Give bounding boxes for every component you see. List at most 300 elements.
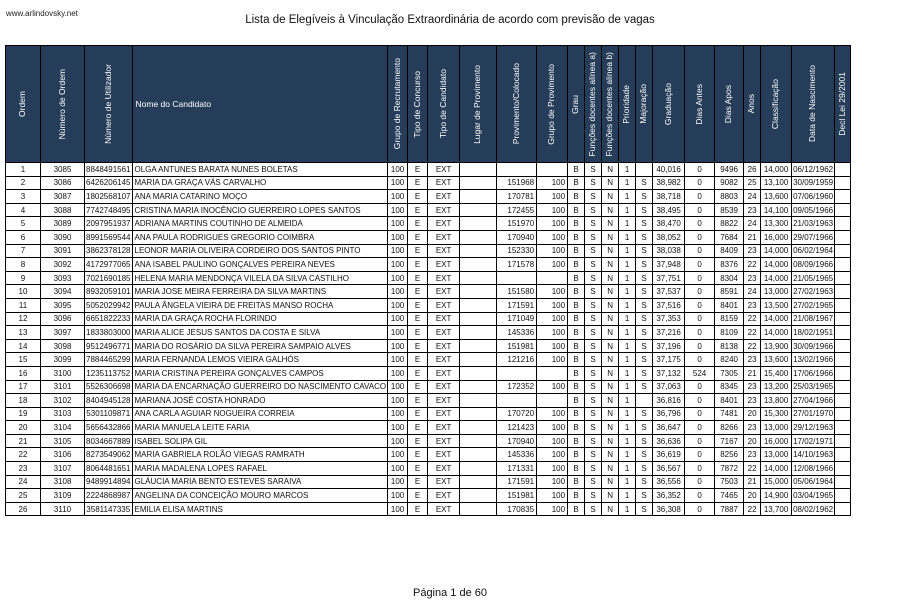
cell-classificacao: 13,500 [761, 298, 792, 312]
cell-prioridade: 1 [619, 434, 636, 448]
cell-classificacao: 14,000 [761, 312, 792, 326]
cell-grau: B [568, 163, 585, 177]
cell-funcoes-b: N [602, 217, 619, 231]
table-row [6, 230, 851, 244]
cell-dias-antes: 0 [685, 230, 715, 244]
cell-funcoes-a: S [585, 489, 602, 503]
cell-dias-antes: 0 [685, 176, 715, 190]
cell-majoracao: S [636, 407, 653, 421]
cell-dias-apos: 8803 [715, 190, 744, 204]
cell-classificacao: 14,000 [761, 244, 792, 258]
table-row [6, 326, 851, 340]
cell-grau: B [568, 421, 585, 435]
cell-nome: ANA ISABEL PAULINO GONÇALVES PEREIRA NEVES [132, 258, 388, 272]
cell-lugar [460, 244, 497, 258]
cell-dias-apos: 8266 [715, 421, 744, 435]
cell-funcoes-b: N [602, 421, 619, 435]
cell-data-nascimento: 27/02/1963 [792, 285, 835, 299]
cell-prioridade: 1 [619, 271, 636, 285]
cell-dias-antes: 0 [685, 489, 715, 503]
table-row [6, 489, 851, 503]
cell-graduacao: 37,537 [653, 285, 685, 299]
cell-numero-utilizador: 9489914894 [85, 475, 133, 489]
cell-anos: 22 [744, 339, 761, 353]
cell-numero-utilizador: 2224868987 [85, 489, 133, 503]
cell-data-nascimento: 07/06/1960 [792, 190, 835, 204]
cell-lugar [460, 380, 497, 394]
cell-nome: MARIANA JOSÉ COSTA HONRADO [132, 394, 388, 408]
cell-funcoes-a: S [585, 258, 602, 272]
cell-grau: B [568, 298, 585, 312]
table-row [6, 462, 851, 476]
table-row [6, 271, 851, 285]
cell-data-nascimento: 03/04/1965 [792, 489, 835, 503]
cell-grupo: 100 [388, 176, 408, 190]
cell-anos: 24 [744, 190, 761, 204]
cell-tipo-candidato: EXT [428, 434, 460, 448]
cell-majoracao: S [636, 326, 653, 340]
cell-majoracao: S [636, 285, 653, 299]
cell-funcoes-a: S [585, 407, 602, 421]
cell-grupo: 100 [388, 462, 408, 476]
table-row [6, 258, 851, 272]
cell-decl-lei [835, 244, 851, 258]
cell-funcoes-b: N [602, 380, 619, 394]
cell-tipo-candidato: EXT [428, 380, 460, 394]
cell-tipo-concurso: E [408, 339, 428, 353]
cell-numero-utilizador: 7884465299 [85, 353, 133, 367]
cell-dias-antes: 0 [685, 298, 715, 312]
cell-majoracao: S [636, 475, 653, 489]
cell-funcoes-b: N [602, 394, 619, 408]
cell-tipo-candidato: EXT [428, 176, 460, 190]
cell-tipo-candidato: EXT [428, 489, 460, 503]
cell-provimento: 170835 [497, 502, 537, 516]
cell-classificacao: 14,100 [761, 203, 792, 217]
cell-grupo-provimento: 100 [537, 217, 568, 231]
cell-funcoes-b: N [602, 163, 619, 177]
cell-numero-ordem: 3099 [41, 353, 85, 367]
cell-data-nascimento: 21/03/1963 [792, 217, 835, 231]
cell-funcoes-b: N [602, 244, 619, 258]
cell-graduacao: 36,619 [653, 448, 685, 462]
cell-grupo-provimento: 100 [537, 353, 568, 367]
cell-classificacao: 13,600 [761, 190, 792, 204]
cell-tipo-candidato: EXT [428, 502, 460, 516]
header-dias-apos: Dias Apos [715, 46, 744, 163]
cell-graduacao: 38,052 [653, 230, 685, 244]
cell-classificacao: 14,900 [761, 489, 792, 503]
cell-dias-apos: 8376 [715, 258, 744, 272]
cell-tipo-candidato: EXT [428, 203, 460, 217]
cell-grupo-provimento: 100 [537, 489, 568, 503]
cell-provimento [497, 163, 537, 177]
cell-tipo-concurso: E [408, 475, 428, 489]
cell-funcoes-b: N [602, 366, 619, 380]
cell-data-nascimento: 29/07/1966 [792, 230, 835, 244]
cell-funcoes-a: S [585, 203, 602, 217]
cell-grupo: 100 [388, 475, 408, 489]
cell-data-nascimento: 17/02/1971 [792, 434, 835, 448]
cell-funcoes-a: S [585, 502, 602, 516]
cell-data-nascimento: 21/05/1965 [792, 271, 835, 285]
cell-data-nascimento: 27/04/1966 [792, 394, 835, 408]
cell-data-nascimento: 08/09/1966 [792, 258, 835, 272]
cell-funcoes-a: S [585, 326, 602, 340]
cell-majoracao: S [636, 502, 653, 516]
cell-numero-ordem: 3100 [41, 366, 85, 380]
cell-nome: ADRIANA MARTINS COUTINHO DE ALMEIDA [132, 217, 388, 231]
table-row [6, 244, 851, 258]
cell-dias-apos: 8304 [715, 271, 744, 285]
cell-classificacao: 13,300 [761, 217, 792, 231]
cell-ordem: 13 [6, 326, 41, 340]
cell-graduacao: 37,216 [653, 326, 685, 340]
cell-numero-ordem: 3094 [41, 285, 85, 299]
table-row [6, 475, 851, 489]
header-funcoes-a: Funções docentes alinea a) [585, 46, 602, 163]
header-numero-ordem: Número de Ordem [41, 46, 85, 163]
cell-majoracao: S [636, 489, 653, 503]
cell-grau: B [568, 285, 585, 299]
cell-numero-utilizador: 8034667889 [85, 434, 133, 448]
cell-decl-lei [835, 285, 851, 299]
cell-data-nascimento: 30/09/1959 [792, 176, 835, 190]
cell-graduacao: 38,718 [653, 190, 685, 204]
cell-grau: B [568, 244, 585, 258]
cell-grupo: 100 [388, 298, 408, 312]
cell-tipo-concurso: E [408, 502, 428, 516]
cell-tipo-candidato: EXT [428, 353, 460, 367]
cell-prioridade: 1 [619, 176, 636, 190]
cell-tipo-candidato: EXT [428, 190, 460, 204]
cell-anos: 20 [744, 434, 761, 448]
cell-numero-ordem: 3090 [41, 230, 85, 244]
cell-graduacao: 38,470 [653, 217, 685, 231]
cell-numero-utilizador: 4172977065 [85, 258, 133, 272]
cell-tipo-candidato: EXT [428, 421, 460, 435]
table-row [6, 448, 851, 462]
cell-grupo-provimento: 100 [537, 407, 568, 421]
cell-prioridade: 1 [619, 163, 636, 177]
table-body [6, 163, 851, 516]
cell-majoracao [636, 394, 653, 408]
cell-funcoes-b: N [602, 258, 619, 272]
table-row [6, 312, 851, 326]
cell-graduacao: 36,816 [653, 394, 685, 408]
cell-dias-antes: 0 [685, 339, 715, 353]
cell-grau: B [568, 176, 585, 190]
cell-data-nascimento: 21/08/1967 [792, 312, 835, 326]
cell-prioridade: 1 [619, 230, 636, 244]
cell-data-nascimento: 05/06/1964 [792, 475, 835, 489]
cell-nome: MARIA CRISTINA PEREIRA GONÇALVES CAMPOS [132, 366, 388, 380]
cell-provimento: 171331 [497, 462, 537, 476]
cell-decl-lei [835, 190, 851, 204]
cell-dias-antes: 524 [685, 366, 715, 380]
cell-decl-lei [835, 203, 851, 217]
candidates-table [5, 45, 851, 516]
cell-grupo: 100 [388, 434, 408, 448]
cell-grupo: 100 [388, 407, 408, 421]
cell-graduacao: 36,647 [653, 421, 685, 435]
cell-graduacao: 36,556 [653, 475, 685, 489]
cell-numero-ordem: 3085 [41, 163, 85, 177]
table-row [6, 421, 851, 435]
cell-tipo-concurso: E [408, 489, 428, 503]
cell-anos: 23 [744, 353, 761, 367]
cell-ordem: 22 [6, 448, 41, 462]
cell-funcoes-b: N [602, 190, 619, 204]
cell-ordem: 3 [6, 190, 41, 204]
cell-ordem: 23 [6, 462, 41, 476]
cell-dias-apos: 8401 [715, 394, 744, 408]
cell-tipo-concurso: E [408, 217, 428, 231]
cell-numero-ordem: 3103 [41, 407, 85, 421]
cell-dias-apos: 8345 [715, 380, 744, 394]
cell-decl-lei [835, 366, 851, 380]
cell-grupo-provimento: 100 [537, 462, 568, 476]
cell-numero-ordem: 3088 [41, 203, 85, 217]
cell-graduacao: 36,308 [653, 502, 685, 516]
table-row [6, 203, 851, 217]
cell-funcoes-a: S [585, 176, 602, 190]
cell-tipo-candidato: EXT [428, 339, 460, 353]
table-row [6, 353, 851, 367]
cell-grau: B [568, 258, 585, 272]
cell-funcoes-b: N [602, 434, 619, 448]
cell-classificacao: 13,600 [761, 353, 792, 367]
cell-funcoes-a: S [585, 285, 602, 299]
cell-dias-antes: 0 [685, 448, 715, 462]
cell-anos: 23 [744, 380, 761, 394]
cell-tipo-candidato: EXT [428, 244, 460, 258]
cell-anos: 23 [744, 203, 761, 217]
cell-grau: B [568, 407, 585, 421]
table-row [6, 190, 851, 204]
cell-data-nascimento: 13/02/1966 [792, 353, 835, 367]
cell-dias-antes: 0 [685, 353, 715, 367]
cell-numero-utilizador: 5301109871 [85, 407, 133, 421]
cell-funcoes-a: S [585, 298, 602, 312]
cell-provimento: 152330 [497, 244, 537, 258]
cell-numero-ordem: 3105 [41, 434, 85, 448]
cell-classificacao: 13,000 [761, 285, 792, 299]
table-row [6, 366, 851, 380]
cell-data-nascimento: 08/02/1962 [792, 502, 835, 516]
cell-decl-lei [835, 421, 851, 435]
cell-grau: B [568, 203, 585, 217]
cell-tipo-concurso: E [408, 190, 428, 204]
cell-dias-antes: 0 [685, 394, 715, 408]
cell-grupo: 100 [388, 163, 408, 177]
cell-numero-ordem: 3104 [41, 421, 85, 435]
cell-nome: EMILIA ELISA MARTINS [132, 502, 388, 516]
header-anos: Anos [744, 46, 761, 163]
cell-grupo-provimento [537, 163, 568, 177]
cell-anos: 23 [744, 244, 761, 258]
header-decl-lei: Decl Lei 29/2001 [835, 46, 851, 163]
cell-numero-utilizador: 8404945128 [85, 394, 133, 408]
cell-provimento: 121216 [497, 353, 537, 367]
cell-tipo-candidato: EXT [428, 285, 460, 299]
cell-decl-lei [835, 298, 851, 312]
cell-numero-utilizador: 8848491561 [85, 163, 133, 177]
cell-dias-apos: 7305 [715, 366, 744, 380]
cell-prioridade: 1 [619, 462, 636, 476]
cell-provimento: 172455 [497, 203, 537, 217]
cell-graduacao: 36,636 [653, 434, 685, 448]
cell-funcoes-a: S [585, 394, 602, 408]
cell-nome: HELENA MARIA MENDONÇA VILELA DA SILVA CASTILHO [132, 271, 388, 285]
cell-lugar [460, 475, 497, 489]
header-numero-utilizador: Número de Utilizador [85, 46, 133, 163]
cell-funcoes-b: N [602, 298, 619, 312]
cell-decl-lei [835, 448, 851, 462]
cell-classificacao: 16,000 [761, 434, 792, 448]
cell-decl-lei [835, 394, 851, 408]
cell-prioridade: 1 [619, 366, 636, 380]
cell-tipo-candidato: EXT [428, 394, 460, 408]
cell-funcoes-a: S [585, 163, 602, 177]
cell-numero-utilizador: 8064481651 [85, 462, 133, 476]
cell-numero-utilizador: 3581147335 [85, 502, 133, 516]
cell-tipo-concurso: E [408, 448, 428, 462]
cell-funcoes-a: S [585, 190, 602, 204]
cell-provimento: 145336 [497, 448, 537, 462]
cell-tipo-candidato: EXT [428, 271, 460, 285]
cell-nome: MARIA FERNANDA LEMOS VIEIRA GALHÓS [132, 353, 388, 367]
cell-grupo-provimento: 100 [537, 244, 568, 258]
cell-classificacao: 13,800 [761, 394, 792, 408]
cell-tipo-concurso: E [408, 326, 428, 340]
cell-graduacao: 40,016 [653, 163, 685, 177]
cell-grau: B [568, 271, 585, 285]
cell-decl-lei [835, 258, 851, 272]
cell-nome: MARIA MANUELA LEITE FARIA [132, 421, 388, 435]
cell-numero-ordem: 3109 [41, 489, 85, 503]
cell-lugar [460, 203, 497, 217]
cell-grau: B [568, 489, 585, 503]
cell-funcoes-a: S [585, 217, 602, 231]
cell-ordem: 16 [6, 366, 41, 380]
cell-numero-utilizador: 2097951937 [85, 217, 133, 231]
cell-grau: B [568, 502, 585, 516]
cell-anos: 20 [744, 489, 761, 503]
cell-anos: 20 [744, 407, 761, 421]
cell-anos: 24 [744, 217, 761, 231]
cell-grau: B [568, 326, 585, 340]
cell-provimento [497, 394, 537, 408]
cell-classificacao: 13,000 [761, 448, 792, 462]
cell-ordem: 12 [6, 312, 41, 326]
cell-tipo-concurso: E [408, 366, 428, 380]
cell-grupo-provimento: 100 [537, 434, 568, 448]
cell-data-nascimento: 17/06/1966 [792, 366, 835, 380]
cell-numero-utilizador: 5526306698 [85, 380, 133, 394]
cell-grupo-provimento: 100 [537, 339, 568, 353]
cell-majoracao: S [636, 462, 653, 476]
cell-tipo-concurso: E [408, 380, 428, 394]
cell-numero-utilizador: 1235113752 [85, 366, 133, 380]
cell-grupo-provimento [537, 271, 568, 285]
cell-tipo-concurso: E [408, 176, 428, 190]
cell-grupo: 100 [388, 203, 408, 217]
cell-numero-ordem: 3095 [41, 298, 85, 312]
cell-grupo-provimento: 100 [537, 285, 568, 299]
cell-nome: MARIA JOSE MEIRA FERREIRA DA SILVA MARTINS [132, 285, 388, 299]
cell-nome: MARIA DO ROSÁRIO DA SILVA PEREIRA SAMPAIO ALVES [132, 339, 388, 353]
cell-tipo-concurso: E [408, 258, 428, 272]
cell-grupo: 100 [388, 394, 408, 408]
cell-numero-ordem: 3110 [41, 502, 85, 516]
cell-numero-utilizador: 5052029942 [85, 298, 133, 312]
cell-lugar [460, 489, 497, 503]
table-row [6, 176, 851, 190]
cell-tipo-candidato: EXT [428, 366, 460, 380]
cell-nome: ISABEL SOLIPA GIL [132, 434, 388, 448]
cell-grupo-provimento: 100 [537, 380, 568, 394]
cell-funcoes-b: N [602, 407, 619, 421]
cell-ordem: 4 [6, 203, 41, 217]
cell-classificacao: 13,900 [761, 339, 792, 353]
cell-majoracao: S [636, 217, 653, 231]
cell-grupo: 100 [388, 353, 408, 367]
cell-majoracao: S [636, 176, 653, 190]
cell-provimento: 171578 [497, 258, 537, 272]
cell-numero-ordem: 3093 [41, 271, 85, 285]
cell-dias-antes: 0 [685, 475, 715, 489]
cell-nome: PAULA ÂNGELA VIEIRA DE FREITAS MANSO ROCHA [132, 298, 388, 312]
cell-grupo-provimento: 100 [537, 190, 568, 204]
cell-ordem: 17 [6, 380, 41, 394]
header-tipo-concurso: Tipo de Concurso [408, 46, 428, 163]
cell-tipo-concurso: E [408, 434, 428, 448]
cell-tipo-candidato: EXT [428, 312, 460, 326]
cell-numero-ordem: 3106 [41, 448, 85, 462]
cell-ordem: 18 [6, 394, 41, 408]
cell-classificacao: 13,200 [761, 380, 792, 394]
cell-classificacao: 13,100 [761, 176, 792, 190]
cell-majoracao: S [636, 380, 653, 394]
cell-nome: CRISTINA MARIA INOCÊNCIO GUERREIRO LOPES SANTOS [132, 203, 388, 217]
cell-dias-antes: 0 [685, 271, 715, 285]
cell-prioridade: 1 [619, 258, 636, 272]
cell-provimento: 172352 [497, 380, 537, 394]
cell-numero-ordem: 3089 [41, 217, 85, 231]
cell-provimento: 171049 [497, 312, 537, 326]
cell-grau: B [568, 462, 585, 476]
cell-grupo-provimento [537, 366, 568, 380]
cell-funcoes-b: N [602, 230, 619, 244]
cell-decl-lei [835, 326, 851, 340]
cell-prioridade: 1 [619, 353, 636, 367]
cell-funcoes-a: S [585, 230, 602, 244]
cell-lugar [460, 407, 497, 421]
cell-grupo-provimento [537, 394, 568, 408]
cell-dias-antes: 0 [685, 244, 715, 258]
cell-lugar [460, 448, 497, 462]
cell-dias-apos: 7167 [715, 434, 744, 448]
cell-numero-utilizador: 6426206145 [85, 176, 133, 190]
cell-tipo-candidato: EXT [428, 475, 460, 489]
cell-funcoes-b: N [602, 339, 619, 353]
cell-grupo: 100 [388, 217, 408, 231]
cell-grupo: 100 [388, 380, 408, 394]
cell-graduacao: 37,751 [653, 271, 685, 285]
cell-decl-lei [835, 475, 851, 489]
cell-ordem: 26 [6, 502, 41, 516]
